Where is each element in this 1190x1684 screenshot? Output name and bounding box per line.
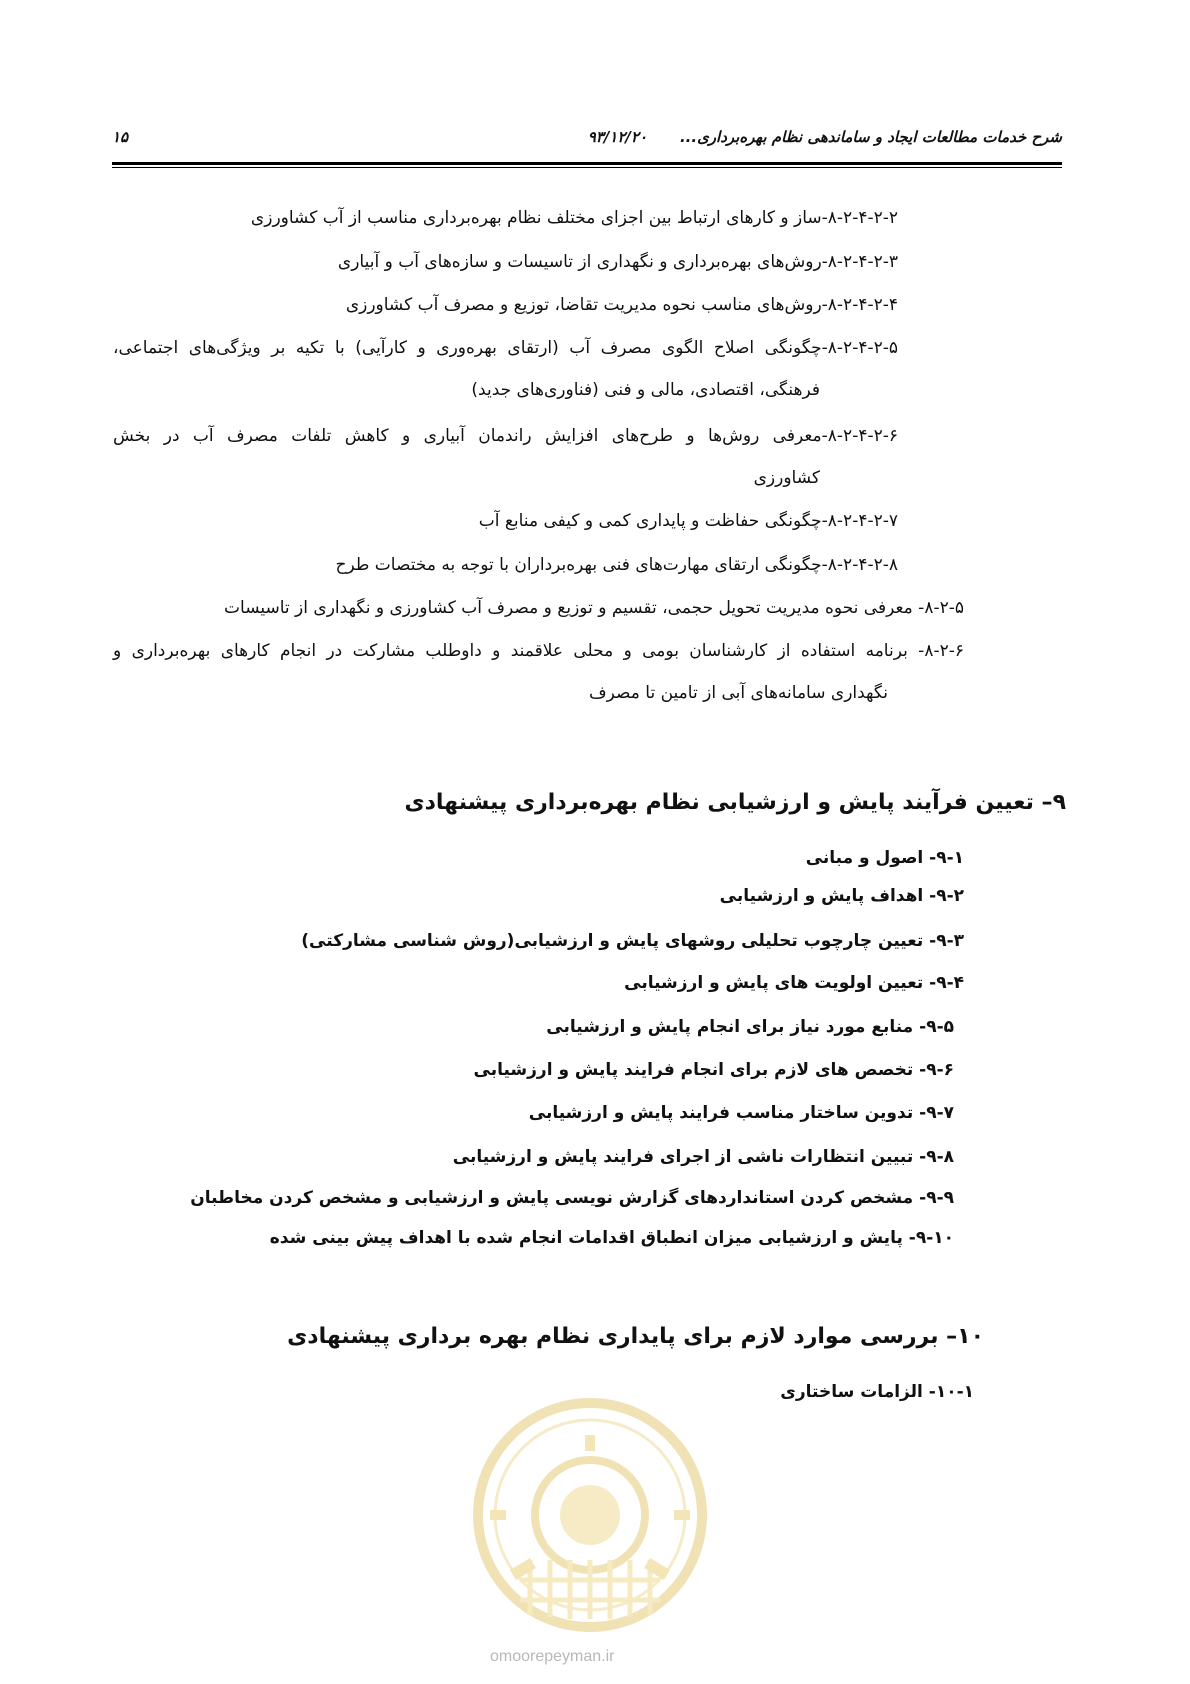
subsection-item: ۹-۳- تعیین چارچوب تحلیلی روشهای پایش و ارزشیابی(روش شناسی مشارکتی) xyxy=(301,931,964,951)
header-rule-thick xyxy=(112,162,1062,165)
subsection-item: ۹-۲- اهداف پایش و ارزشیابی xyxy=(719,886,964,906)
subsection-item: ۹-۵- منابع مورد نیاز برای انجام پایش و ارزشیابی xyxy=(546,1017,954,1037)
list-item: ۸-۲-۴-۲-۴-روش‌های مناسب نحوه مدیریت تقاضا، توزیع و مصرف آب کشاورزی xyxy=(345,295,898,315)
header-rule-thin xyxy=(112,167,1062,168)
list-item: ۸-۲-۴-۲-۶-معرفی روش‌ها و طرح‌های افزایش راندمان آبیاری و کاهش تلفات مصرف آب در بخش xyxy=(113,426,898,446)
subsection-item: ۹-۷- تدوین ساختار مناسب فرایند پایش و ارزشیابی xyxy=(528,1103,954,1123)
subsection-item: ۹-۸- تبیین انتظارات ناشی از اجرای فرایند پایش و ارزشیابی xyxy=(452,1147,954,1167)
watermark-seal xyxy=(470,1395,710,1635)
list-item: ۸-۲-۴-۲-۸-چگونگی ارتقای مهارت‌های فنی بهره‌برداران با توجه به مختصات طرح xyxy=(335,555,898,575)
list-item-continuation: کشاورزی xyxy=(753,468,820,488)
list-item: ۸-۲-۴-۲-۷-چگونگی حفاظت و پایداری کمی و کیفی منابع آب xyxy=(478,511,898,531)
section-heading: ۱۰– بررسی موارد لازم برای پایداری نظام بهره برداری پیشنهادی xyxy=(287,1324,984,1349)
subsection-item: ۹-۱۰- پایش و ارزشیابی میزان انطباق اقدامات انجام شده با اهداف پیش بینی شده xyxy=(269,1228,954,1248)
page-number: ۱۵ xyxy=(112,128,129,146)
watermark-text: omoorepeyman.ir xyxy=(490,1648,615,1665)
subsection-item: ۹-۹- مشخص کردن استانداردهای گزارش نویسی پایش و ارزشیابی و مشخص کردن مخاطبان xyxy=(190,1188,954,1208)
list-item: ۸-۲-۴-۲-۳-روش‌های بهره‌برداری و نگهداری از تاسیسات و سازه‌های آب و آبیاری xyxy=(337,252,898,272)
section-heading: ۹– تعیین فرآیند پایش و ارزشیابی نظام بهره‌برداری پیشنهادی xyxy=(404,790,1066,815)
list-item: ۸-۲-۶- برنامه استفاده از کارشناسان بومی و محلی علاقمند و داوطلب مشارکت در انجام کارهای بهره‌برداری و xyxy=(113,641,964,661)
subsection-item: ۱۰-۱- الزامات ساختاری xyxy=(780,1382,974,1402)
list-item-continuation: نگهداری سامانه‌های آبی از تامین تا مصرف xyxy=(589,683,888,703)
header-date: ۹۳/۱۲/۲۰ xyxy=(587,128,647,146)
header-title: شرح خدمات مطالعات ایجاد و ساماندهی نظام بهره‌برداری... xyxy=(679,128,1062,146)
list-item: ۸-۲-۵- معرفی نحوه مدیریت تحویل حجمی، تقسیم و توزیع و مصرف آب کشاورزی و نگهداری از تاسیسات xyxy=(224,598,964,618)
subsection-item: ۹-۴- تعیین اولویت های پایش و ارزشیابی xyxy=(624,973,964,993)
subsection-item: ۹-۶- تخصص های لازم برای انجام فرایند پایش و ارزشیابی xyxy=(473,1060,954,1080)
list-item: ۸-۲-۴-۲-۵-چگونگی اصلاح الگوی مصرف آب (ارتقای بهره‌وری و کارآیی) با تکیه بر ویژگی‌های اجتماعی، xyxy=(113,338,898,358)
list-item-continuation: فرهنگی، اقتصادی، مالی و فنی (فناوری‌های جدید) xyxy=(471,380,820,400)
subsection-item: ۹-۱- اصول و مبانی xyxy=(805,848,964,868)
list-item: ۸-۲-۴-۲-۲-ساز و کارهای ارتباط بین اجزای مختلف نظام بهره‌برداری مناسب از آب کشاورزی xyxy=(250,208,898,228)
page-header xyxy=(112,128,1062,158)
